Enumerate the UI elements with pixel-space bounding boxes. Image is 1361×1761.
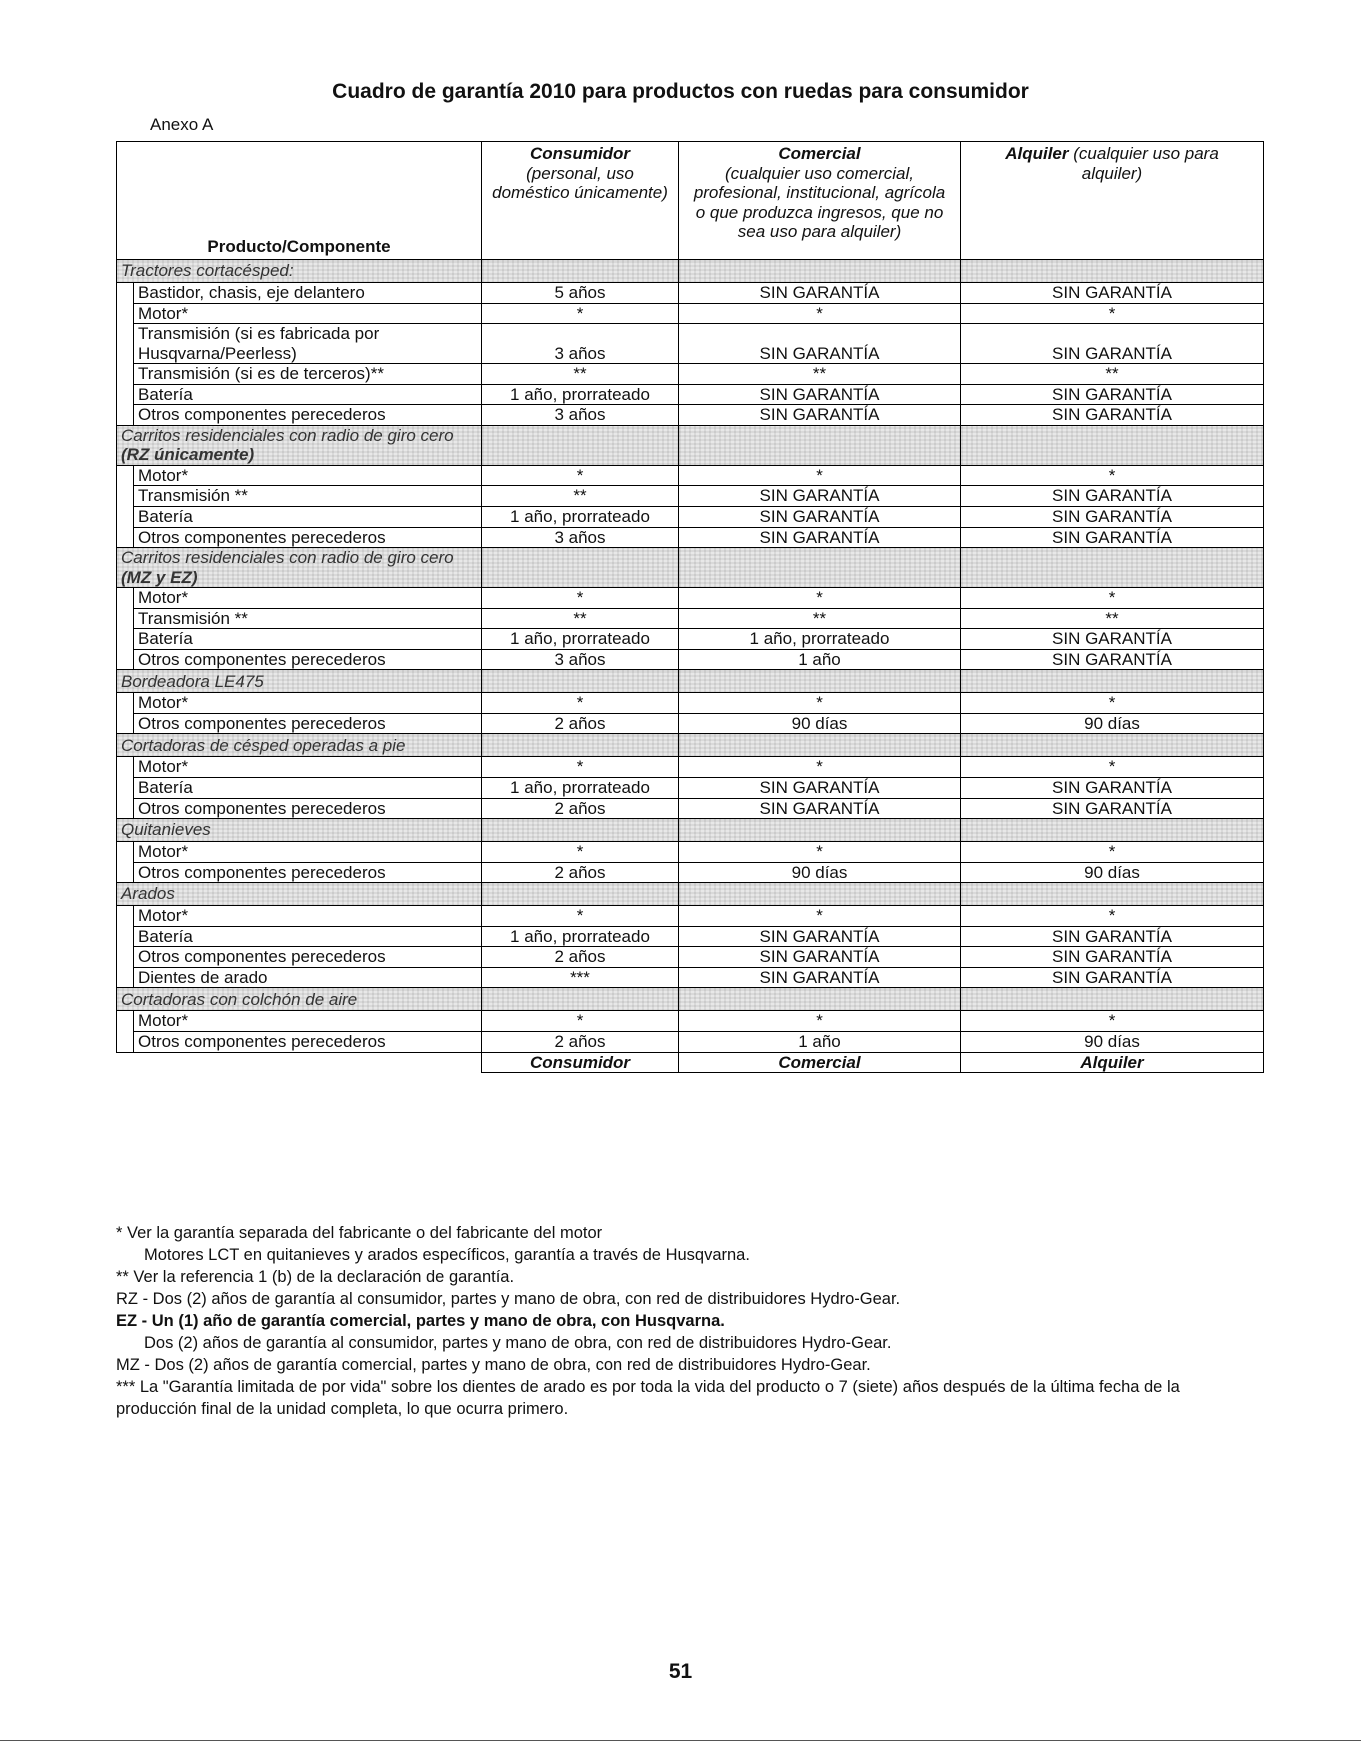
section-subtitle-text: (MZ y EZ) (121, 567, 198, 587)
component-cell: Motor* (134, 465, 482, 486)
section-title (117, 548, 482, 588)
table-row (117, 465, 1264, 486)
component-cell: Motor* (134, 906, 482, 927)
footnote: Motores LCT en quitanieves y arados específicos, garantía a través de Husqvarna. (144, 1246, 750, 1264)
header-consumer (482, 142, 679, 260)
section-fill-cell (679, 819, 961, 842)
section-header-row (117, 260, 1264, 283)
commercial-cell: ** (679, 608, 961, 629)
footnotes (116, 1222, 1261, 1420)
rental-cell: SIN GARANTÍA (961, 527, 1264, 548)
footer-consumer: Consumidor (482, 1052, 679, 1073)
consumer-cell: 2 años (482, 798, 679, 819)
rental-cell: * (961, 588, 1264, 609)
component-cell: Batería (134, 507, 482, 528)
consumer-cell: * (482, 1011, 679, 1032)
row-indent (117, 906, 134, 927)
component-cell: Otros componentes perecederos (134, 713, 482, 734)
row-indent (117, 608, 134, 629)
section-fill-cell (679, 548, 961, 588)
row-indent (117, 303, 134, 324)
consumer-cell: 1 año, prorrateado (482, 778, 679, 799)
component-cell: Transmisión ** (134, 608, 482, 629)
row-indent (117, 1031, 134, 1052)
rental-cell: ** (961, 364, 1264, 385)
section-header-row (117, 425, 1264, 465)
component-cell: Otros componentes perecederos (134, 1031, 482, 1052)
consumer-cell: 5 años (482, 283, 679, 304)
section-header-row (117, 670, 1264, 693)
table-row (117, 757, 1264, 778)
commercial-cell: * (679, 906, 961, 927)
component-cell: Otros componentes perecederos (134, 798, 482, 819)
header-product: Producto/Componente (117, 142, 482, 260)
section-title (117, 670, 482, 693)
commercial-cell: 1 año, prorrateado (679, 629, 961, 650)
section-title-text: Carritos residenciales con radio de giro cero (121, 425, 454, 445)
table-header-row (117, 142, 1264, 260)
rental-cell: SIN GARANTÍA (961, 405, 1264, 426)
consumer-cell: * (482, 757, 679, 778)
section-fill-cell (961, 425, 1264, 465)
component-cell: Otros componentes perecederos (134, 527, 482, 548)
bottom-rule (0, 1740, 1361, 1741)
table-row (117, 1031, 1264, 1052)
section-title-text: Cortadoras con colchón de aire (121, 989, 358, 1009)
row-indent (117, 842, 134, 863)
consumer-cell: 2 años (482, 862, 679, 883)
component-cell: Otros componentes perecederos (134, 862, 482, 883)
consumer-cell: 1 año, prorrateado (482, 629, 679, 650)
rental-cell: 90 días (961, 713, 1264, 734)
table-row (117, 649, 1264, 670)
commercial-cell: * (679, 693, 961, 714)
row-indent (117, 757, 134, 778)
table-row (117, 324, 1264, 364)
section-fill-cell (679, 670, 961, 693)
consumer-cell: 2 años (482, 947, 679, 968)
footnote: ** Ver la referencia 1 (b) de la declaración de garantía. (116, 1268, 515, 1286)
section-fill-cell (679, 883, 961, 906)
component-cell: Motor* (134, 1011, 482, 1032)
footnote: MZ - Dos (2) años de garantía comercial, partes y mano de obra, con red de distribuidores Hydro-Gear. (116, 1356, 871, 1374)
section-fill-cell (961, 988, 1264, 1011)
consumer-cell: 3 años (482, 324, 679, 364)
section-subtitle-text: (RZ únicamente) (121, 445, 255, 465)
table-row (117, 862, 1264, 883)
section-header-row (117, 548, 1264, 588)
commercial-cell: SIN GARANTÍA (679, 283, 961, 304)
component-cell: Motor* (134, 588, 482, 609)
commercial-cell: * (679, 842, 961, 863)
section-title (117, 734, 482, 757)
consumer-cell: ** (482, 486, 679, 507)
header-commercial-desc: (cualquier uso comercial, profesional, institucional, agrícola o que produzca ingresos, que no sea uso para alquiler) (693, 163, 946, 242)
table-row (117, 283, 1264, 304)
table-row (117, 364, 1264, 385)
section-fill-cell (482, 988, 679, 1011)
section-header-row (117, 883, 1264, 906)
commercial-cell: SIN GARANTÍA (679, 778, 961, 799)
section-fill-cell (679, 425, 961, 465)
commercial-cell: ** (679, 364, 961, 385)
section-title-text: Carritos residenciales con radio de giro cero (121, 548, 454, 568)
rental-cell: * (961, 757, 1264, 778)
rental-cell: SIN GARANTÍA (961, 486, 1264, 507)
table-row (117, 947, 1264, 968)
consumer-cell: * (482, 588, 679, 609)
table-row (117, 588, 1264, 609)
table-row (117, 778, 1264, 799)
consumer-cell: 2 años (482, 1031, 679, 1052)
commercial-cell: SIN GARANTÍA (679, 324, 961, 364)
rental-cell: SIN GARANTÍA (961, 778, 1264, 799)
section-fill-cell (961, 819, 1264, 842)
commercial-cell: SIN GARANTÍA (679, 967, 961, 988)
row-indent (117, 527, 134, 548)
table-row (117, 713, 1264, 734)
footnote: Dos (2) años de garantía al consumidor, partes y mano de obra, con red de distribuidores Hydro-Gear. (144, 1334, 892, 1352)
consumer-cell: 2 años (482, 713, 679, 734)
rental-cell: 90 días (961, 1031, 1264, 1052)
commercial-cell: 1 año (679, 649, 961, 670)
section-fill-cell (482, 883, 679, 906)
section-fill-cell (961, 883, 1264, 906)
table-row (117, 842, 1264, 863)
rental-cell: SIN GARANTÍA (961, 926, 1264, 947)
table-row (117, 303, 1264, 324)
page-number: 51 (668, 1660, 693, 1683)
rental-cell: SIN GARANTÍA (961, 283, 1264, 304)
commercial-cell: * (679, 465, 961, 486)
table-row (117, 926, 1264, 947)
rental-cell: * (961, 842, 1264, 863)
consumer-cell: * (482, 693, 679, 714)
row-indent (117, 967, 134, 988)
section-title (117, 988, 482, 1011)
commercial-cell: 90 días (679, 862, 961, 883)
annex-label: Anexo A (150, 115, 214, 134)
component-cell: Dientes de arado (134, 967, 482, 988)
row-indent (117, 384, 134, 405)
section-title-text: Arados (121, 884, 175, 904)
component-cell: Motor* (134, 303, 482, 324)
footnote: EZ - Un (1) año de garantía comercial, partes y mano de obra, con Husqvarna. (116, 1312, 725, 1330)
header-rental-title: Alquiler (1005, 144, 1069, 163)
rental-cell: * (961, 303, 1264, 324)
rental-cell: SIN GARANTÍA (961, 384, 1264, 405)
section-fill-cell (679, 260, 961, 283)
row-indent (117, 465, 134, 486)
table-row (117, 693, 1264, 714)
rental-cell: * (961, 693, 1264, 714)
header-rental (961, 142, 1264, 260)
component-cell: Bastidor, chasis, eje delantero (134, 283, 482, 304)
rental-cell: ** (961, 608, 1264, 629)
section-title-text: Bordeadora LE475 (121, 671, 264, 691)
header-consumer-title: Consumidor (529, 144, 631, 163)
component-cell: Batería (134, 926, 482, 947)
section-title (117, 425, 482, 465)
row-indent (117, 1011, 134, 1032)
section-header-row (117, 819, 1264, 842)
section-fill-cell (482, 425, 679, 465)
commercial-cell: SIN GARANTÍA (679, 507, 961, 528)
row-indent (117, 324, 134, 364)
consumer-cell: ** (482, 608, 679, 629)
footer-rental: Alquiler (961, 1052, 1264, 1073)
consumer-cell: 3 años (482, 405, 679, 426)
section-fill-cell (679, 988, 961, 1011)
header-commercial-title: Comercial (778, 144, 861, 163)
table-footer-row (117, 1052, 1264, 1073)
section-fill-cell (961, 734, 1264, 757)
footnote: RZ - Dos (2) años de garantía al consumidor, partes y mano de obra, con red de distribuidores Hydro-Gear. (116, 1290, 901, 1308)
component-cell: Motor* (134, 693, 482, 714)
component-cell: Motor* (134, 842, 482, 863)
section-title (117, 260, 482, 283)
consumer-cell: 3 años (482, 527, 679, 548)
section-fill-cell (482, 819, 679, 842)
rental-cell: SIN GARANTÍA (961, 967, 1264, 988)
rental-cell: SIN GARANTÍA (961, 629, 1264, 650)
consumer-cell: 3 años (482, 649, 679, 670)
component-cell: Batería (134, 629, 482, 650)
page-title: Cuadro de garantía 2010 para productos con ruedas para consumidor (332, 80, 1029, 103)
header-rental-desc: (cualquier uso para alquiler) (1073, 144, 1219, 183)
consumer-cell: *** (482, 967, 679, 988)
header-consumer-desc: (personal, uso doméstico únicamente) (492, 163, 668, 203)
commercial-cell: SIN GARANTÍA (679, 926, 961, 947)
component-cell: Otros componentes perecederos (134, 649, 482, 670)
row-indent (117, 798, 134, 819)
consumer-cell: * (482, 906, 679, 927)
row-indent (117, 713, 134, 734)
row-indent (117, 283, 134, 304)
row-indent (117, 588, 134, 609)
component-cell: Batería (134, 384, 482, 405)
commercial-cell: SIN GARANTÍA (679, 947, 961, 968)
warranty-table (116, 141, 1264, 1073)
consumer-cell: 1 año, prorrateado (482, 507, 679, 528)
section-title-text: Cortadoras de césped operadas a pie (121, 735, 406, 755)
rental-cell: SIN GARANTÍA (961, 947, 1264, 968)
section-fill-cell (482, 734, 679, 757)
consumer-cell: * (482, 842, 679, 863)
section-title-text: Tractores cortacésped: (121, 261, 294, 281)
section-fill-cell (482, 548, 679, 588)
commercial-cell: * (679, 303, 961, 324)
footer-blank (117, 1052, 482, 1073)
commercial-cell: 90 días (679, 713, 961, 734)
component-cell: Batería (134, 778, 482, 799)
row-indent (117, 778, 134, 799)
row-indent (117, 486, 134, 507)
row-indent (117, 926, 134, 947)
row-indent (117, 507, 134, 528)
row-indent (117, 862, 134, 883)
header-commercial (679, 142, 961, 260)
table-row (117, 906, 1264, 927)
section-fill-cell (961, 260, 1264, 283)
rental-cell: SIN GARANTÍA (961, 507, 1264, 528)
table-row (117, 486, 1264, 507)
rental-cell: * (961, 906, 1264, 927)
table-row (117, 608, 1264, 629)
commercial-cell: SIN GARANTÍA (679, 527, 961, 548)
commercial-cell: * (679, 1011, 961, 1032)
consumer-cell: 1 año, prorrateado (482, 926, 679, 947)
rental-cell: * (961, 1011, 1264, 1032)
commercial-cell: SIN GARANTÍA (679, 798, 961, 819)
consumer-cell: 1 año, prorrateado (482, 384, 679, 405)
commercial-cell: 1 año (679, 1031, 961, 1052)
rental-cell: * (961, 465, 1264, 486)
consumer-cell: * (482, 465, 679, 486)
row-indent (117, 364, 134, 385)
rental-cell: SIN GARANTÍA (961, 649, 1264, 670)
row-indent (117, 405, 134, 426)
section-fill-cell (482, 670, 679, 693)
table-row (117, 798, 1264, 819)
rental-cell: 90 días (961, 862, 1264, 883)
section-header-row (117, 734, 1264, 757)
table-row (117, 527, 1264, 548)
table-row (117, 967, 1264, 988)
row-indent (117, 649, 134, 670)
component-cell: Motor* (134, 757, 482, 778)
commercial-cell: * (679, 588, 961, 609)
table-row (117, 405, 1264, 426)
component-cell: Otros componentes perecederos (134, 405, 482, 426)
section-fill-cell (679, 734, 961, 757)
section-fill-cell (482, 260, 679, 283)
row-indent (117, 629, 134, 650)
footnote: * Ver la garantía separada del fabricante o del fabricante del motor (116, 1224, 603, 1242)
commercial-cell: SIN GARANTÍA (679, 486, 961, 507)
section-header-row (117, 988, 1264, 1011)
table-row (117, 629, 1264, 650)
component-cell: Transmisión ** (134, 486, 482, 507)
table-row (117, 1011, 1264, 1032)
section-fill-cell (961, 670, 1264, 693)
commercial-cell: SIN GARANTÍA (679, 405, 961, 426)
component-cell: Transmisión (si es de terceros)** (134, 364, 482, 385)
footer-commercial: Comercial (679, 1052, 961, 1073)
component-cell: Transmisión (si es fabricada por Husqvarna/Peerless) (134, 324, 482, 364)
consumer-cell: ** (482, 364, 679, 385)
commercial-cell: SIN GARANTÍA (679, 384, 961, 405)
section-title (117, 883, 482, 906)
section-title (117, 819, 482, 842)
commercial-cell: * (679, 757, 961, 778)
rental-cell: SIN GARANTÍA (961, 798, 1264, 819)
consumer-cell: * (482, 303, 679, 324)
section-fill-cell (961, 548, 1264, 588)
rental-cell: SIN GARANTÍA (961, 324, 1264, 364)
table-row (117, 384, 1264, 405)
row-indent (117, 693, 134, 714)
row-indent (117, 947, 134, 968)
footnote: *** La "Garantía limitada de por vida" sobre los dientes de arado es por toda la vida del producto o 7 (siete) años después de la última fecha de la producción final de la unidad completa, lo que ocurra primero. (116, 1378, 1180, 1418)
component-cell: Otros componentes perecederos (134, 947, 482, 968)
section-title-text: Quitanieves (121, 820, 211, 840)
table-row (117, 507, 1264, 528)
